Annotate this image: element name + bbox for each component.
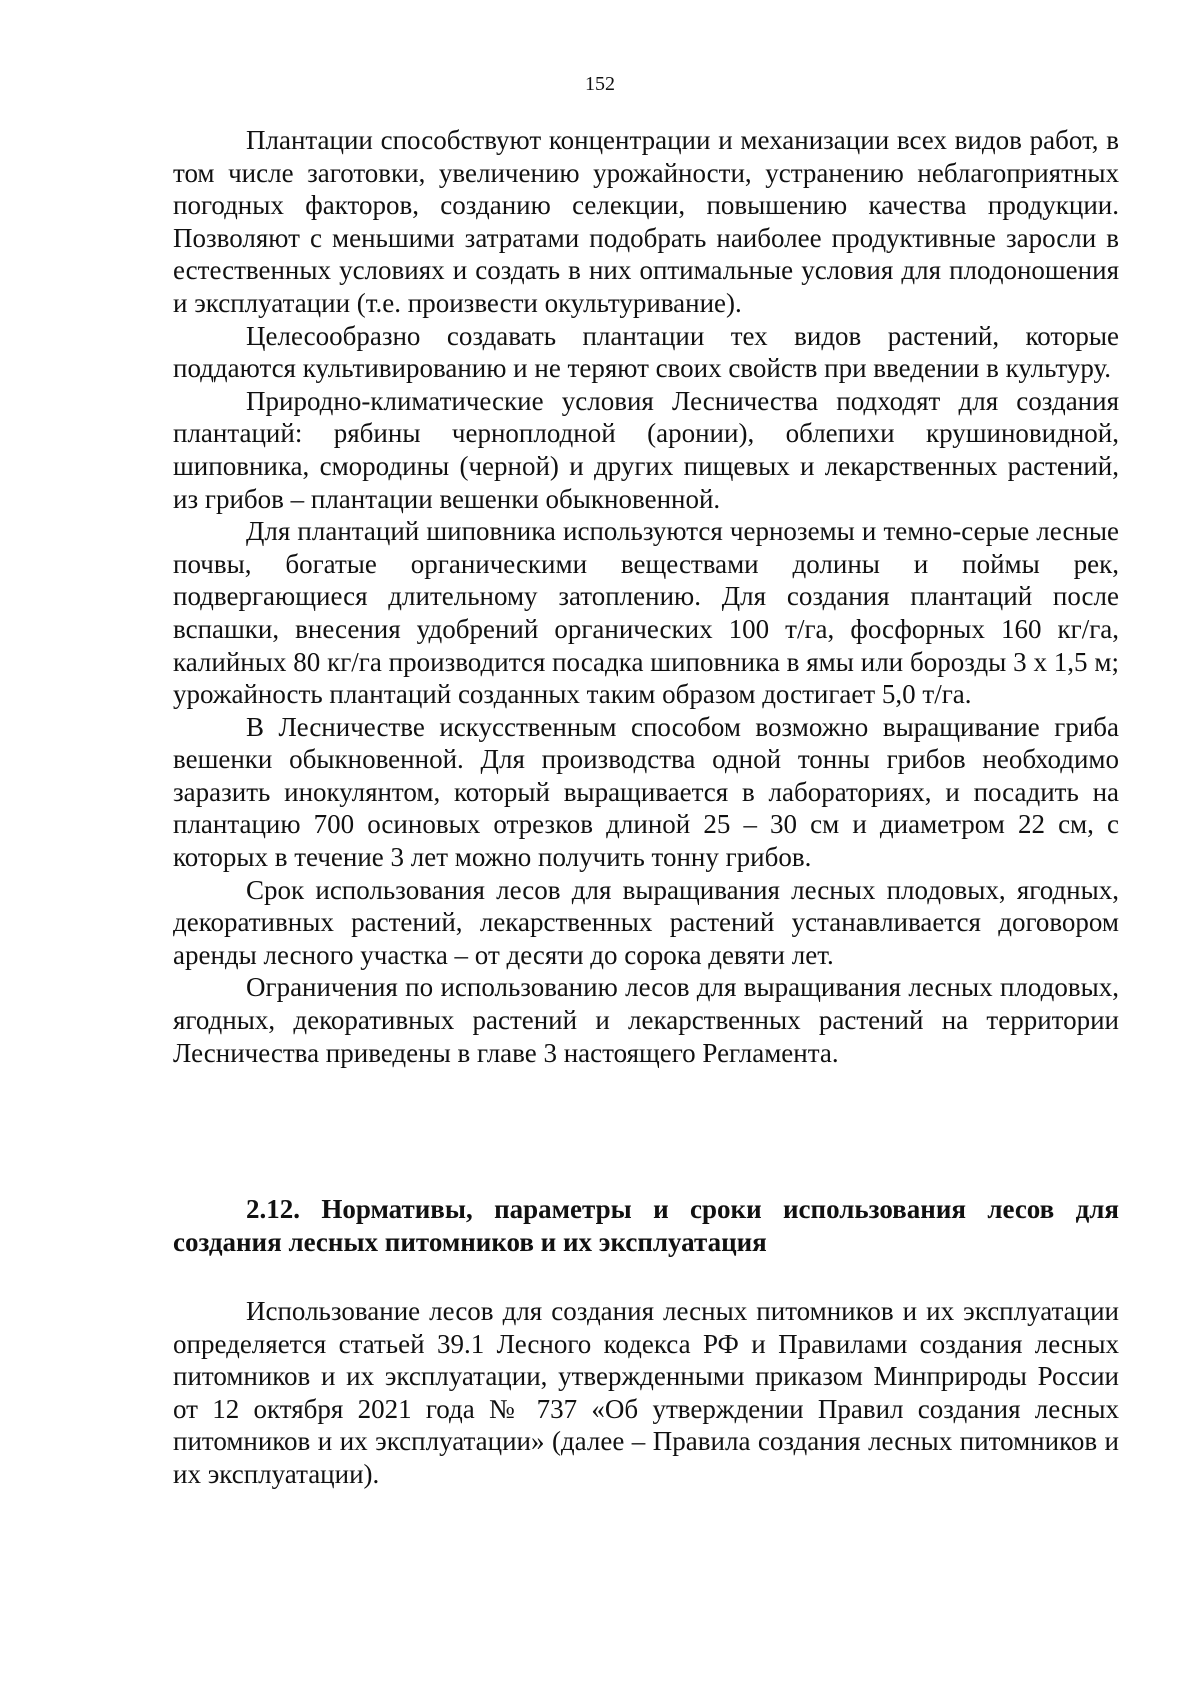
page-number: 152 [585, 73, 615, 95]
paragraph-plantations-benefits: Плантации способствуют концентрации и механизации всех видов работ, в том числе заготовки, увеличению урожайности, устранению неблагоприятных погодных факторов, созданию селекции, повышению качества продукции. Позволяют с меньшими затратами подобрать наиболее продуктивные заросли в естественных условиях и создать в них оптимальные условия для плодоношения и эксплуатации (т.е. произвести окультуривание). [173, 125, 1119, 318]
paragraph-nursery-rules: Использование лесов для создания лесных питомников и их эксплуатации определяется статьей 39.1 Лесного кодекса РФ и Правилами создания лесных питомников и их эксплуатации, утвержденными приказом Минприроды России от 12 октября 2021 года № 737 «Об утверждении Правил создания лесных питомников и их эксплуатации» (далее – Правила создания лесных питомников и их эксплуатации). [173, 1296, 1119, 1489]
paragraph-usage-term: Срок использования лесов для выращивания лесных плодовых, ягодных, декоративных растений, лекарственных растений устанавливается договором аренды лесного участка – от десяти до сорока девяти лет. [173, 874, 1119, 970]
body-text-bottom [173, 1295, 1119, 1491]
paragraph-climate-conditions: Природно-климатические условия Лесничества подходят для создания плантаций: рябины черноплодной (аронии), облепихи крушиновидной, шиповника, смородины (черной) и других пищевых и лекарственных растений, из грибов – плантации вешенки обыкновенной. [173, 385, 1119, 514]
paragraph-usage-restrictions: Ограничения по использованию лесов для выращивания лесных плодовых, ягодных, декоративных растений и лекарственных растений на территории Лесничества приведены в главе 3 настоящего Регламента. [173, 972, 1119, 1068]
paragraph-plantation-species: Целесообразно создавать плантации тех видов растений, которые поддаются культивированию и не теряют своих свойств при введении в культуру. [173, 320, 1119, 384]
paragraph-oyster-mushroom: В Лесничестве искусственным способом возможно выращивание гриба вешенки обыкновенной. Для производства одной тонны грибов необходимо заразить инокулянтом, который выращивается в лабораториях, и посадить на плантацию 700 осиновых отрезков длиной 25 – 30 см и диаметром 22 см, с которых в течение 3 лет можно получить тонну грибов. [173, 711, 1119, 873]
section-heading: 2.12. Нормативы, параметры и сроки использования лесов для создания лесных питомников и их эксплуатация [173, 1194, 1119, 1257]
paragraph-rosehip-plantations: Для плантаций шиповника используются черноземы и темно-серые лесные почвы, богатые органическими веществами долины и поймы рек, подвергающиеся длительному затоплению. Для создания плантаций после вспашки, внесения удобрений органических 100 т/га, фосфорных 160 кг/га, калийных 80 кг/га производится посадка шиповника в ямы или борозды 3 х 1,5 м; урожайность плантаций созданных таким образом достигает 5,0 т/га. [173, 516, 1119, 710]
body-text-top [173, 124, 1119, 1069]
